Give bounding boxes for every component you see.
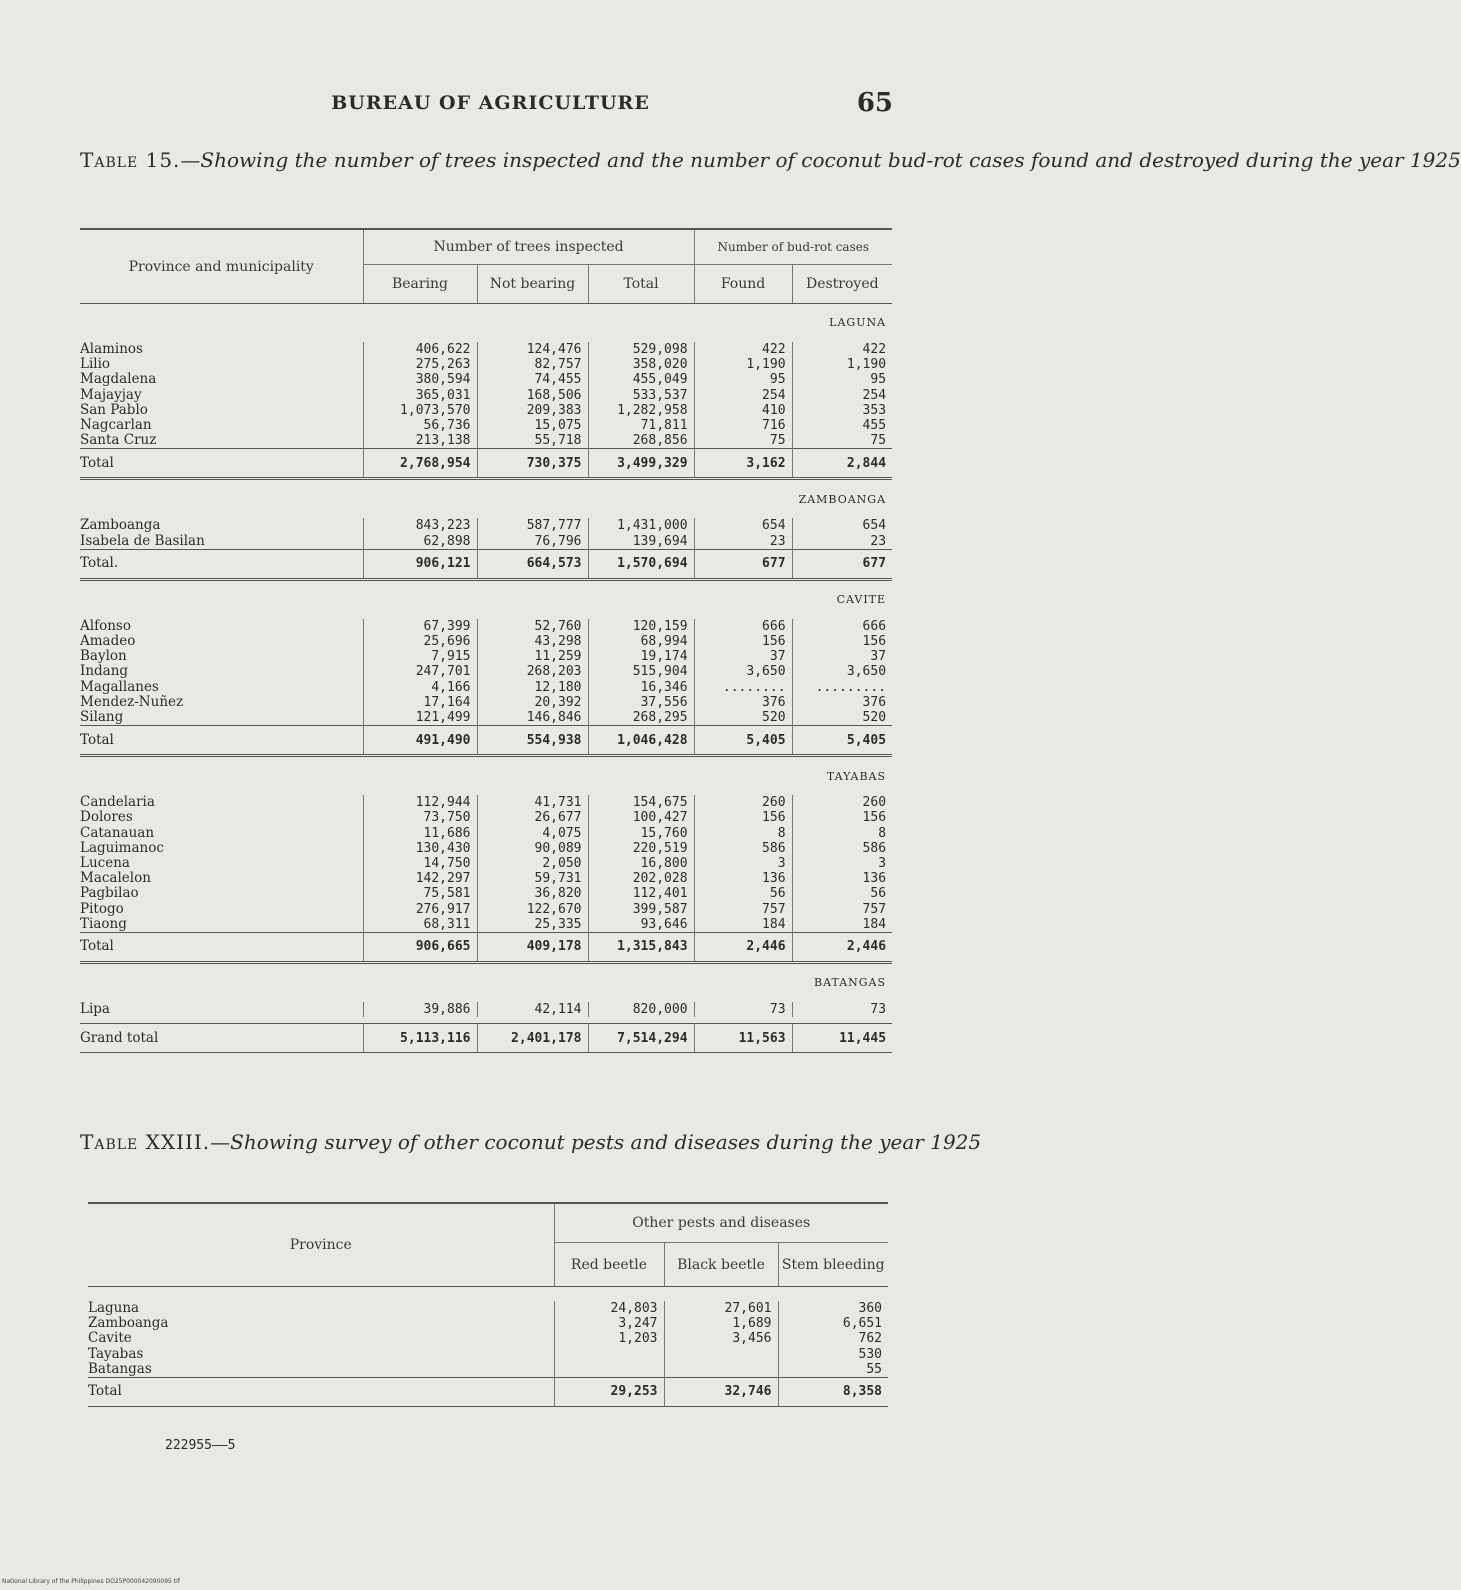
- bearing-value: 843,223: [363, 518, 477, 533]
- total-value: 16,800: [588, 856, 694, 871]
- found-value: 23: [694, 534, 792, 550]
- total-value: 820,000: [588, 1002, 694, 1017]
- table-row: [80, 886, 892, 901]
- red-beetle-value: [554, 1362, 664, 1378]
- destroyed-value: .........: [792, 680, 892, 695]
- group-other-pests: Other pests and diseases: [554, 1203, 888, 1243]
- destroyed-value: 520: [792, 710, 892, 726]
- total-label: Total: [80, 449, 363, 479]
- bearing-value: 7,915: [363, 649, 477, 664]
- found-value: 254: [694, 388, 792, 403]
- municipality-name: Catanauan: [80, 824, 155, 841]
- total-value: 529,098: [588, 342, 694, 357]
- municipality-name: Alaminos: [80, 341, 143, 357]
- bearing-value: 276,917: [363, 902, 477, 917]
- section-header: [80, 304, 892, 343]
- col-black-beetle: Black beetle: [664, 1243, 778, 1287]
- scan-credit: National Library of the Philippines DO25P000042090095 tif: [2, 1578, 180, 1585]
- col-stem-bleeding: Stem bleeding: [778, 1243, 888, 1287]
- bearing-value: 56,736: [363, 418, 477, 433]
- municipality-name: Lucena: [80, 855, 130, 872]
- found-value: 757: [694, 902, 792, 917]
- municipality-name: Dolores: [80, 809, 133, 826]
- not-bearing-value: 74,455: [477, 372, 588, 387]
- not-bearing-value: 122,670: [477, 902, 588, 917]
- total-value: 93,646: [588, 917, 694, 933]
- municipality-name: Alfonso: [80, 617, 131, 634]
- found-value: 56: [694, 886, 792, 901]
- found-value: 8: [694, 826, 792, 841]
- total-value: 120,159: [588, 619, 694, 634]
- found-value: 3,650: [694, 664, 792, 679]
- found-value: 37: [694, 649, 792, 664]
- table-row: [80, 518, 892, 533]
- destroyed-value: 260: [792, 795, 892, 810]
- destroyed-value: 3,650: [792, 664, 892, 679]
- total-value: 1,315,843: [588, 933, 694, 963]
- section-total-row: [80, 449, 892, 479]
- found-value: 5,405: [694, 726, 792, 756]
- section-name: TAYABAS: [826, 769, 887, 783]
- municipality-name: Indang: [80, 663, 129, 680]
- total-value: 399,587: [588, 902, 694, 917]
- table-row: [88, 1362, 888, 1378]
- black-beetle-value: [664, 1362, 778, 1378]
- stem-bleeding-value: 8,358: [778, 1378, 888, 1407]
- section-header: [80, 756, 892, 796]
- total-value: 3,499,329: [588, 449, 694, 479]
- total-label: Total.: [80, 549, 363, 579]
- destroyed-value: 422: [792, 342, 892, 357]
- found-value: 586: [694, 841, 792, 856]
- destroyed-value: 586: [792, 841, 892, 856]
- section-name: BATANGAS: [814, 976, 887, 990]
- destroyed-value: 37: [792, 649, 892, 664]
- municipality-name: Lilio: [80, 356, 111, 373]
- not-bearing-value: 20,392: [477, 695, 588, 710]
- not-bearing-value: 554,938: [477, 726, 588, 756]
- table-15: [80, 228, 892, 1053]
- bearing-value: 68,311: [363, 917, 477, 933]
- red-beetle-value: 24,803: [554, 1301, 664, 1316]
- table15-caption: [80, 146, 1461, 175]
- printer-code: 222955——5: [165, 1438, 236, 1453]
- bearing-value: 11,686: [363, 826, 477, 841]
- table-row: [88, 1331, 888, 1346]
- not-bearing-value: 730,375: [477, 449, 588, 479]
- bearing-value: 491,490: [363, 726, 477, 756]
- bearing-value: 142,297: [363, 871, 477, 886]
- found-value: 184: [694, 917, 792, 933]
- table-row: [80, 795, 892, 810]
- not-bearing-value: 12,180: [477, 680, 588, 695]
- found-value: 11,563: [694, 1024, 792, 1053]
- running-head: BUREAU OF AGRICULTURE: [331, 92, 650, 114]
- found-value: 75: [694, 433, 792, 449]
- section-name: LAGUNA: [829, 316, 887, 330]
- municipality-name: Candelaria: [80, 794, 155, 811]
- total-label: Total: [88, 1378, 554, 1407]
- total-label: Total: [80, 726, 363, 756]
- destroyed-value: 1,190: [792, 357, 892, 372]
- municipality-name: Nagcarlan: [80, 417, 152, 434]
- found-value: 156: [694, 634, 792, 649]
- table-row: [80, 841, 892, 856]
- col-bearing: Bearing: [363, 265, 477, 304]
- total-value: 71,811: [588, 418, 694, 433]
- table-row: [80, 1002, 892, 1017]
- section-name: ZAMBOANGA: [798, 492, 887, 506]
- table-row: [80, 534, 892, 550]
- bearing-value: 247,701: [363, 664, 477, 679]
- not-bearing-value: 268,203: [477, 664, 588, 679]
- found-value: 716: [694, 418, 792, 433]
- total-value: 112,401: [588, 886, 694, 901]
- not-bearing-value: 90,089: [477, 841, 588, 856]
- destroyed-value: 56: [792, 886, 892, 901]
- table-row: [80, 342, 892, 357]
- destroyed-value: 184: [792, 917, 892, 933]
- not-bearing-value: 41,731: [477, 795, 588, 810]
- black-beetle-value: 27,601: [664, 1301, 778, 1316]
- not-bearing-value: 168,506: [477, 388, 588, 403]
- not-bearing-value: 2,050: [477, 856, 588, 871]
- stem-bleeding-value: 6,651: [778, 1316, 888, 1331]
- not-bearing-value: 124,476: [477, 342, 588, 357]
- destroyed-value: 11,445: [792, 1024, 892, 1053]
- total-value: 1,431,000: [588, 518, 694, 533]
- bearing-value: 5,113,116: [363, 1024, 477, 1053]
- total-value: 37,556: [588, 695, 694, 710]
- table-row: [80, 357, 892, 372]
- table-23: [88, 1202, 888, 1407]
- table-row: [80, 871, 892, 886]
- destroyed-value: 23: [792, 534, 892, 550]
- not-bearing-value: 42,114: [477, 1002, 588, 1017]
- bearing-value: 1,073,570: [363, 403, 477, 418]
- bearing-value: 62,898: [363, 534, 477, 550]
- spacer-row: [88, 1287, 888, 1302]
- col-total: Total: [588, 265, 694, 304]
- province-name: Laguna: [88, 1300, 140, 1316]
- table-row: [80, 856, 892, 871]
- found-value: 666: [694, 619, 792, 634]
- spacer-cell: [88, 1287, 888, 1302]
- bearing-value: 75,581: [363, 886, 477, 901]
- not-bearing-value: 76,796: [477, 534, 588, 550]
- destroyed-value: 254: [792, 388, 892, 403]
- not-bearing-value: 26,677: [477, 810, 588, 825]
- bearing-value: 17,164: [363, 695, 477, 710]
- not-bearing-value: 146,846: [477, 710, 588, 726]
- found-value: 136: [694, 871, 792, 886]
- bearing-value: 14,750: [363, 856, 477, 871]
- found-value: 156: [694, 810, 792, 825]
- table-row: [80, 902, 892, 917]
- destroyed-value: 156: [792, 810, 892, 825]
- table23-caption-text: —Showing survey of other coconut pests and diseases during the year 1925: [210, 1130, 982, 1154]
- not-bearing-value: 15,075: [477, 418, 588, 433]
- bearing-value: 73,750: [363, 810, 477, 825]
- total-value: 533,537: [588, 388, 694, 403]
- table-row: [80, 680, 892, 695]
- total-value: 139,694: [588, 534, 694, 550]
- table23-label: Table XXIII.: [80, 1130, 211, 1154]
- municipality-name: Baylon: [80, 648, 127, 665]
- table-row: [80, 649, 892, 664]
- bearing-value: 380,594: [363, 372, 477, 387]
- found-value: 654: [694, 518, 792, 533]
- total-value: 15,760: [588, 826, 694, 841]
- table-row: [80, 695, 892, 710]
- bearing-value: 112,944: [363, 795, 477, 810]
- stem-bleeding-value: 530: [778, 1347, 888, 1362]
- total-value: 100,427: [588, 810, 694, 825]
- found-value: ........: [694, 680, 792, 695]
- table-row: [80, 664, 892, 679]
- found-value: 260: [694, 795, 792, 810]
- grand-total-label: Grand total: [80, 1024, 363, 1053]
- found-value: 3: [694, 856, 792, 871]
- destroyed-value: 654: [792, 518, 892, 533]
- municipality-name: Lipa: [80, 1001, 110, 1018]
- found-value: 73: [694, 1002, 792, 1017]
- destroyed-value: 677: [792, 549, 892, 579]
- table-row: [80, 418, 892, 433]
- section-header: [80, 579, 892, 619]
- municipality-name: Mendez-Nuñez: [80, 693, 184, 710]
- red-beetle-value: [554, 1347, 664, 1362]
- found-value: 95: [694, 372, 792, 387]
- table15-caption-text: —Showing the number of trees inspected and the number of coconut bud-rot cases found and destroyed during the year 1925: [180, 148, 1461, 172]
- municipality-name: San Pablo: [80, 401, 148, 418]
- total-value: 1,046,428: [588, 726, 694, 756]
- bearing-value: 406,622: [363, 342, 477, 357]
- municipality-name: Magallanes: [80, 678, 159, 695]
- municipality-name: Amadeo: [80, 633, 136, 650]
- municipality-name: Santa Cruz: [80, 432, 157, 449]
- not-bearing-value: 11,259: [477, 649, 588, 664]
- not-bearing-value: 59,731: [477, 871, 588, 886]
- municipality-name: Magdalena: [80, 371, 157, 388]
- section-total-row: [80, 933, 892, 963]
- table-row: [80, 710, 892, 726]
- stem-bleeding-value: 360: [778, 1301, 888, 1316]
- section-total-row: [80, 726, 892, 756]
- destroyed-value: 5,405: [792, 726, 892, 756]
- not-bearing-value: 52,760: [477, 619, 588, 634]
- total-value: 268,856: [588, 433, 694, 449]
- section-header: [80, 963, 892, 1003]
- group-trees-inspected: Number of trees inspected: [363, 229, 694, 265]
- total-value: 154,675: [588, 795, 694, 810]
- total-value: 1,282,958: [588, 403, 694, 418]
- bearing-value: 67,399: [363, 619, 477, 634]
- black-beetle-value: 1,689: [664, 1316, 778, 1331]
- bearing-value: 39,886: [363, 1002, 477, 1017]
- destroyed-value: 666: [792, 619, 892, 634]
- bearing-value: 275,263: [363, 357, 477, 372]
- not-bearing-value: 55,718: [477, 433, 588, 449]
- red-beetle-value: 3,247: [554, 1316, 664, 1331]
- found-value: 2,446: [694, 933, 792, 963]
- destroyed-value: 75: [792, 433, 892, 449]
- not-bearing-value: 4,075: [477, 826, 588, 841]
- not-bearing-value: 2,401,178: [477, 1024, 588, 1053]
- municipality-name: Isabela de Basilan: [80, 532, 205, 549]
- municipality-name: Tiaong: [80, 915, 127, 932]
- municipality-name: Pitogo: [80, 900, 124, 917]
- found-value: 1,190: [694, 357, 792, 372]
- col-province: Province: [88, 1203, 554, 1287]
- bearing-value: 121,499: [363, 710, 477, 726]
- bearing-value: 25,696: [363, 634, 477, 649]
- not-bearing-value: 25,335: [477, 917, 588, 933]
- total-value: 7,514,294: [588, 1024, 694, 1053]
- section-name: CAVITE: [836, 593, 887, 607]
- group-budrot-cases: Number of bud-rot cases: [694, 229, 892, 265]
- table-row: [80, 372, 892, 387]
- table-row: [80, 810, 892, 825]
- not-bearing-value: 82,757: [477, 357, 588, 372]
- col-destroyed: Destroyed: [792, 265, 892, 304]
- not-bearing-value: 43,298: [477, 634, 588, 649]
- found-value: 410: [694, 403, 792, 418]
- province-name: Zamboanga: [88, 1315, 169, 1332]
- total-value: 19,174: [588, 649, 694, 664]
- col-found: Found: [694, 265, 792, 304]
- col-province-municipality: Province and municipality: [80, 229, 363, 304]
- stem-bleeding-value: 55: [778, 1362, 888, 1378]
- not-bearing-value: 587,777: [477, 518, 588, 533]
- total-value: 202,028: [588, 871, 694, 886]
- table-row: [80, 619, 892, 634]
- black-beetle-value: 32,746: [664, 1378, 778, 1407]
- bearing-value: 130,430: [363, 841, 477, 856]
- col-not-bearing: Not bearing: [477, 265, 588, 304]
- destroyed-value: 455: [792, 418, 892, 433]
- table15-label: Table 15.: [80, 148, 181, 172]
- not-bearing-value: 664,573: [477, 549, 588, 579]
- destroyed-value: 353: [792, 403, 892, 418]
- total-value: 220,519: [588, 841, 694, 856]
- table-row: [80, 917, 892, 933]
- grand-total-row: [80, 1024, 892, 1053]
- municipality-name: Zamboanga: [80, 517, 161, 534]
- bearing-value: 4,166: [363, 680, 477, 695]
- total-value: 68,994: [588, 634, 694, 649]
- page-number: 65: [856, 88, 893, 118]
- total-value: 515,904: [588, 664, 694, 679]
- total-value: 455,049: [588, 372, 694, 387]
- destroyed-value: 3: [792, 856, 892, 871]
- bearing-value: 213,138: [363, 433, 477, 449]
- province-name: Cavite: [88, 1330, 132, 1347]
- municipality-name: Silang: [80, 709, 124, 726]
- black-beetle-value: 3,456: [664, 1331, 778, 1346]
- destroyed-value: 95: [792, 372, 892, 387]
- total-value: 1,570,694: [588, 549, 694, 579]
- province-name: Tayabas: [88, 1345, 144, 1362]
- stem-bleeding-value: 762: [778, 1331, 888, 1346]
- table-row: [88, 1347, 888, 1362]
- destroyed-value: 757: [792, 902, 892, 917]
- total-value: 268,295: [588, 710, 694, 726]
- municipality-name: Macalelon: [80, 870, 151, 887]
- table23-caption: [80, 1128, 982, 1157]
- province-name: Batangas: [88, 1360, 152, 1377]
- found-value: 3,162: [694, 449, 792, 479]
- section-header: [80, 479, 892, 519]
- section-total-row: [80, 549, 892, 579]
- not-bearing-value: 36,820: [477, 886, 588, 901]
- total-row: [88, 1378, 888, 1407]
- municipality-name: Laguimanoc: [80, 839, 164, 856]
- found-value: 376: [694, 695, 792, 710]
- not-bearing-value: 209,383: [477, 403, 588, 418]
- found-value: 677: [694, 549, 792, 579]
- table-row: [80, 433, 892, 449]
- red-beetle-value: 1,203: [554, 1331, 664, 1346]
- bearing-value: 906,121: [363, 549, 477, 579]
- table-row: [80, 403, 892, 418]
- total-value: 16,346: [588, 680, 694, 695]
- destroyed-value: 2,844: [792, 449, 892, 479]
- total-value: 358,020: [588, 357, 694, 372]
- black-beetle-value: [664, 1347, 778, 1362]
- table-row: [80, 388, 892, 403]
- found-value: 422: [694, 342, 792, 357]
- col-red-beetle: Red beetle: [554, 1243, 664, 1287]
- red-beetle-value: 29,253: [554, 1378, 664, 1407]
- total-label: Total: [80, 933, 363, 963]
- destroyed-value: 2,446: [792, 933, 892, 963]
- bearing-value: 906,665: [363, 933, 477, 963]
- destroyed-value: 376: [792, 695, 892, 710]
- not-bearing-value: 409,178: [477, 933, 588, 963]
- table-row: [80, 826, 892, 841]
- destroyed-value: 8: [792, 826, 892, 841]
- bearing-value: 365,031: [363, 388, 477, 403]
- table-row: [88, 1301, 888, 1316]
- municipality-name: Pagbilao: [80, 885, 139, 902]
- municipality-name: Majayjay: [80, 386, 142, 403]
- destroyed-value: 156: [792, 634, 892, 649]
- table-row: [80, 634, 892, 649]
- destroyed-value: 136: [792, 871, 892, 886]
- found-value: 520: [694, 710, 792, 726]
- table-row: [88, 1316, 888, 1331]
- bearing-value: 2,768,954: [363, 449, 477, 479]
- destroyed-value: 73: [792, 1002, 892, 1017]
